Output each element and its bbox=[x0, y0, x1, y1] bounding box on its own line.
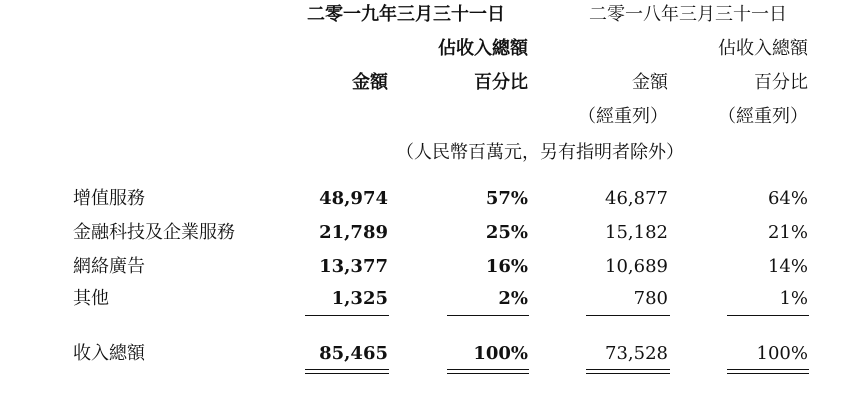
total-amount-2019: 85,465 bbox=[319, 343, 388, 364]
pct-2018-cell: 14% bbox=[767, 256, 808, 277]
row-label: 增值服務 bbox=[73, 188, 145, 209]
row-label: 金融科技及企業服務 bbox=[73, 222, 235, 243]
period-2019-header: 二零一九年三月三十一日 bbox=[307, 4, 505, 25]
total-double-rule bbox=[727, 373, 809, 374]
amount-2018-cell: 780 bbox=[633, 288, 668, 309]
total-double-rule bbox=[447, 373, 529, 374]
pct-of-revenue-2019-header: 佔收入總額 bbox=[438, 38, 528, 59]
total-pct-2019: 100% bbox=[473, 343, 528, 364]
units-note: （人民幣百萬元，另有指明者除外） bbox=[396, 142, 684, 163]
pct-2018-cell: 21% bbox=[767, 222, 808, 243]
period-2018-header: 二零一八年三月三十一日 bbox=[589, 4, 787, 25]
amount-2018-cell: 15,182 bbox=[605, 222, 668, 243]
total-double-rule bbox=[305, 369, 389, 370]
subtotal-rule bbox=[727, 315, 809, 316]
total-double-rule bbox=[727, 369, 809, 370]
restated-percent-note: （經重列） bbox=[718, 106, 808, 127]
amount-2019-cell: 13,377 bbox=[319, 256, 388, 277]
amount-2018-header: 金額 bbox=[632, 72, 668, 93]
row-label: 其他 bbox=[73, 288, 109, 309]
amount-2019-cell: 21,789 bbox=[319, 222, 388, 243]
amount-2019-header: 金額 bbox=[352, 72, 388, 93]
total-pct-2018: 100% bbox=[756, 343, 808, 364]
pct-2018-cell: 64% bbox=[767, 188, 808, 209]
total-amount-2018: 73,528 bbox=[605, 343, 668, 364]
pct-of-revenue-2018-header: 佔收入總額 bbox=[718, 38, 808, 59]
pct-2019-cell: 25% bbox=[485, 222, 528, 243]
pct-2019-cell: 16% bbox=[485, 256, 528, 277]
pct-2018-cell: 1% bbox=[779, 288, 808, 309]
restated-amount-note: （經重列） bbox=[578, 106, 668, 127]
amount-2019-cell: 48,974 bbox=[319, 188, 388, 209]
amount-2018-cell: 10,689 bbox=[605, 256, 668, 277]
total-double-rule bbox=[447, 369, 529, 370]
amount-2019-cell: 1,325 bbox=[331, 288, 388, 309]
total-double-rule bbox=[586, 369, 670, 370]
subtotal-rule bbox=[586, 315, 670, 316]
percent-2018-header: 百分比 bbox=[754, 72, 808, 93]
percent-2019-header: 百分比 bbox=[474, 72, 528, 93]
amount-2018-cell: 46,877 bbox=[605, 188, 668, 209]
row-label: 網絡廣告 bbox=[73, 256, 145, 277]
subtotal-rule bbox=[305, 315, 389, 316]
subtotal-rule bbox=[447, 315, 529, 316]
total-label: 收入總額 bbox=[73, 343, 145, 364]
pct-2019-cell: 2% bbox=[498, 288, 528, 309]
total-double-rule bbox=[586, 373, 670, 374]
pct-2019-cell: 57% bbox=[485, 188, 528, 209]
total-double-rule bbox=[305, 373, 389, 374]
